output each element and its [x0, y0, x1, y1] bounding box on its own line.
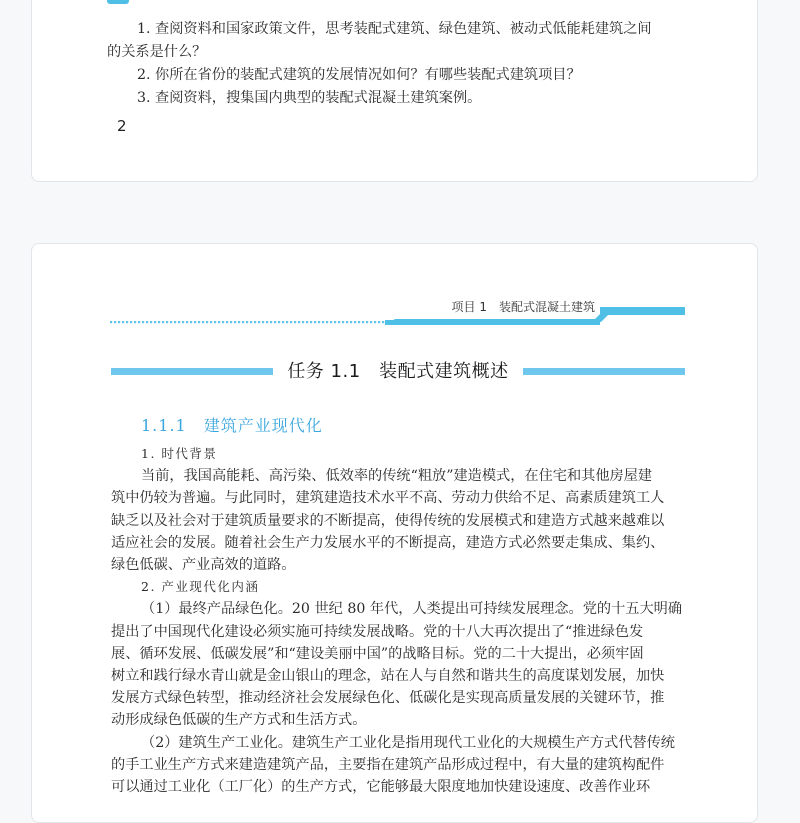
question-1-line-2: 的关系是什么？ [107, 44, 207, 60]
paragraph-line: （2）建筑生产工业化。建筑生产工业化是指用现代工业化的大规模生产方式代替传统 [141, 734, 675, 751]
paragraph-line: 绿色低碳、产业高效的道路。 [111, 557, 296, 574]
review-questions [107, 18, 692, 110]
paragraph-line: 动形成绿色低碳的生产方式和生活方式。 [111, 712, 367, 729]
paragraph-line: 适应社会的发展。随着社会生产力发展水平的不断提高，建造方式必然要走集成、集约、 [111, 534, 665, 551]
header-tab-block [600, 307, 685, 315]
paragraph-line: 可以通过工业化（工厂化）的生产方式，它能够最大限度地加快建设速度、改善作业环 [111, 779, 651, 796]
subheading-background: 1. 时代背景 [141, 446, 218, 461]
paragraph-line: 当前，我国高能耗、高污染、低效率的传统“粗放”建造模式，在住宅和其他房屋建 [141, 468, 653, 485]
header-decoration [110, 305, 685, 327]
section-heading: 1.1.1 建筑产业现代化 [141, 416, 323, 435]
paragraph-line: （1）最终产品绿色化。20 世纪 80 年代，人类提出可持续发展理念。党的十五大明确 [141, 601, 683, 618]
paragraph-line: 的手工业生产方式来建造建筑产品，主要指在建筑产品形成过程中，有大量的建筑构配件 [111, 756, 665, 773]
question-1-line-1: 1. 查阅资料和国家政策文件，思考装配式建筑、绿色建筑、被动式低能耗建筑之间 [137, 21, 652, 37]
page-number: 2 [117, 117, 127, 135]
task-title-bar-left [111, 368, 273, 375]
paragraph-line: 树立和践行绿水青山就是金山银山的理念，站在人与自然和谐共生的高度谋划发展，加快 [111, 668, 665, 685]
question-3: 3. 查阅资料，搜集国内典型的装配式混凝土建筑案例。 [137, 90, 482, 106]
task-title: 任务 1.1 装配式建筑概述 [287, 361, 509, 382]
paragraph-line: 缺乏以及社会对于建筑质量要求的不断提高，使得传统的发展模式和建造方式越来越难以 [111, 512, 665, 529]
running-header: 项目 1 装配式混凝土建筑 [451, 300, 595, 314]
subheading-connotation: 2. 产业现代化内涵 [141, 579, 260, 595]
task-title-bar-right [523, 368, 685, 375]
paragraph-line: 提出了中国现代化建设必须实施可持续发展战略。党的十八大再次提出了“推进绿色发 [111, 623, 644, 640]
header-dotted-rule [110, 320, 385, 325]
paragraph-line: 展、循环发展、低碳发展”和“建设美丽中国”的战略目标。党的二十大提出，必须牢固 [111, 645, 644, 662]
body-text [111, 443, 689, 798]
header-mid-rule [385, 320, 600, 325]
question-2: 2. 你所在省份的装配式建筑的发展情况如何？有哪些装配式建筑项目？ [137, 67, 581, 83]
paragraph-line: 发展方式绿色转型，推动经济社会发展绿色化、低碳化是实现高质量发展的关键环节，推 [111, 690, 665, 707]
page-accent-mark [107, 0, 129, 4]
paragraph-line: 筑中仍较为普遍。与此同时，建筑建造技术水平不高、劳动力供给不足、高素质建筑工人 [111, 490, 665, 507]
